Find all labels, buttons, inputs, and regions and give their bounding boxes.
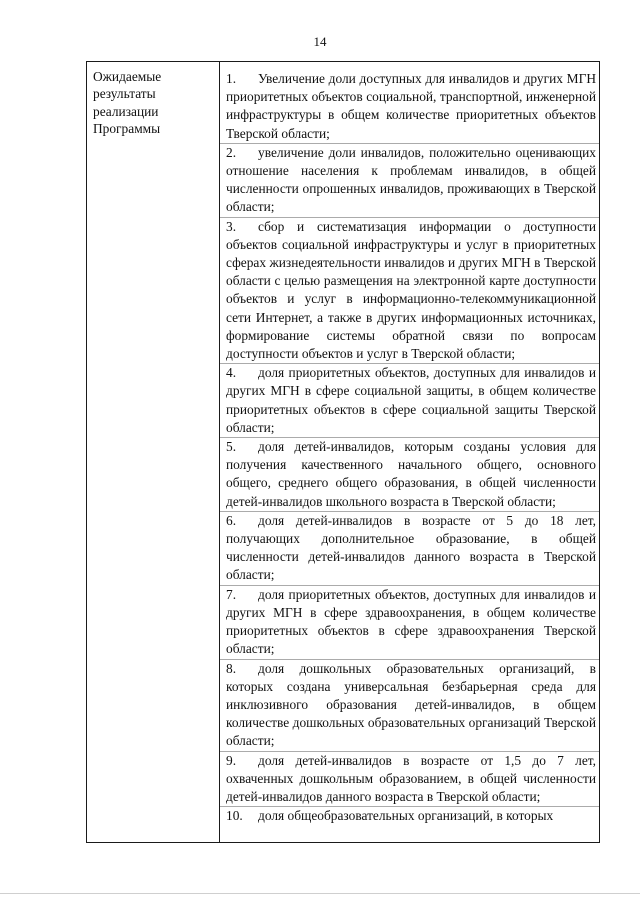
result-item [226,144,596,217]
result-item-number: 3. [226,218,237,234]
section-label-line: Ожидаемые [93,69,162,84]
result-item [226,752,596,807]
result-item-number: 2. [226,144,237,160]
result-item-text: доля приоритетных объектов, доступных для инвалидов и других МГН в сфере социальной защиты, в общем количестве приоритетных объектов в сфере социальной защиты Тверской области; [226,365,596,435]
result-item [226,807,596,825]
result-item-text: увеличение доли инвалидов, положительно оценивающих отношение населения к проблемам инвалидов, в общей численности опрошенных инвалидов, проживающих в Тверской области; [226,144,596,215]
result-item-number: 5. [226,439,237,455]
section-label-line: Программы [93,121,161,137]
page-bottom-edge [0,893,640,894]
result-item-number: 6. [226,512,237,528]
result-item [226,218,596,364]
result-item-text: Увеличение доли доступных для инвалидов и других МГН приоритетных объектов социальной, транспортной, инженерной инфраструктуры в общем количестве приоритетных объектов Тверской области; [226,71,596,141]
result-item-number: 10. [226,808,243,824]
result-item-text: доля приоритетных объектов, доступных для инвалидов и других МГН в сфере здравоохранения, в общем количестве приоритетных объектов в сфере здравоохранения Тверской области; [226,586,596,657]
section-label-line: результаты [93,86,156,102]
result-item-number: 7. [226,586,237,602]
result-item [226,438,596,511]
result-item-number: 1. [226,71,237,86]
result-item [226,70,596,143]
section-label-cell [87,62,220,842]
section-label-line: реализации [93,103,159,119]
result-item-text: сбор и систематизация информации о доступности объектов социальной инфраструктуры и услуг в приоритетных сферах жизнедеятельности инвалидов и других МГН в Тверской области с целью размещения на электронной карте доступности объектов и услуг в информационно-телекоммуникационной сети Интернет, а также в других информационных источниках, формирование системы обратной связи по вопросам доступности объектов и услуг в Тверской области; [226,218,596,362]
result-item-number: 8. [226,660,237,676]
result-item [226,586,596,659]
page-number: 14 [313,34,327,49]
result-item [226,364,596,437]
result-item-text: доля детей-инвалидов, которым созданы условия для получения качественного начального общего, основного общего, среднего общего образования, в общей численности детей-инвалидов школьного возраста в Тверской области; [226,439,596,509]
result-item-text: доля детей-инвалидов в возрасте от 5 до 18 лет, получающих дополнительное образование, в общей численности детей-инвалидов данного возраста в Тверской области; [226,512,596,583]
result-item [226,512,596,585]
result-item [226,660,596,751]
result-item-text: доля общеобразовательных организаций, в которых [258,808,554,824]
result-item-text: доля дошкольных образовательных организаций, в которых создана универсальная безбарьерная среда для инклюзивного образования детей-инвалидов, в общем количестве дошкольных образовательных организаций Тверской области; [226,660,596,749]
program-results-table [86,61,600,843]
result-item-number: 4. [226,365,237,381]
results-list-cell [220,62,599,842]
result-item-number: 9. [226,752,237,768]
result-item-text: доля детей-инвалидов в возрасте от 1,5 до 7 лет, охваченных дошкольным образованием, в общей численности детей-инвалидов данного возраста в Тверской области; [226,752,596,804]
